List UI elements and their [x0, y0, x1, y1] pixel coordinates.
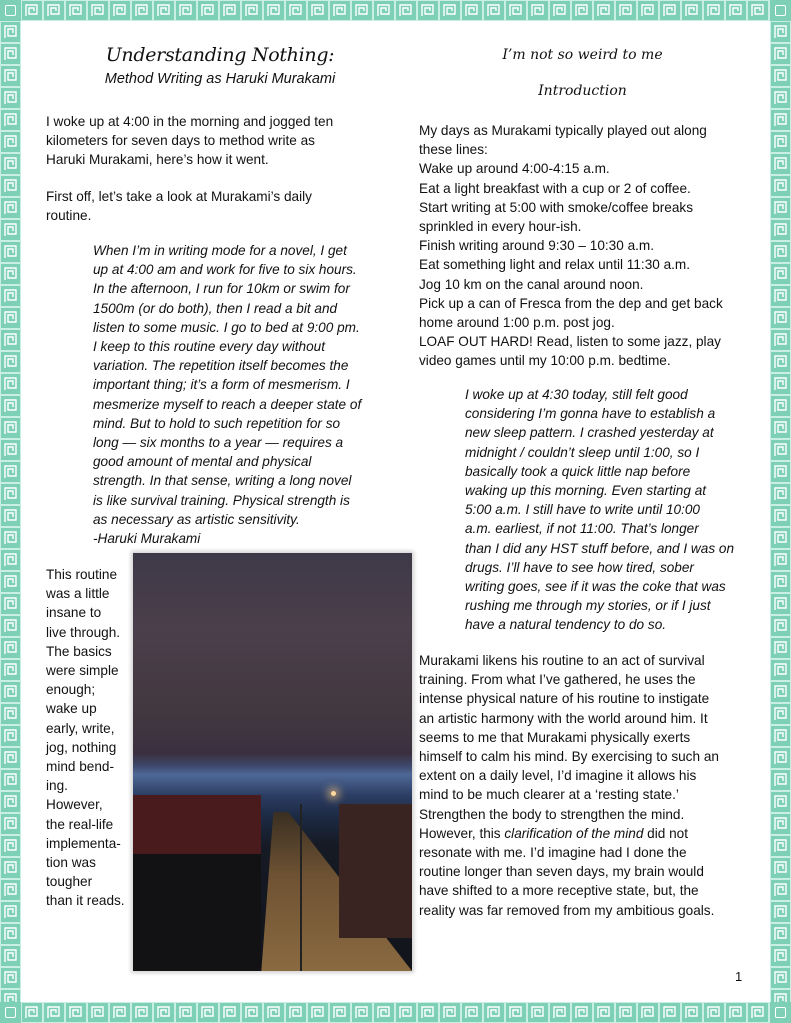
schedule-item: home around 1:00 p.m. post jog.: [419, 315, 615, 331]
photo-building: [133, 795, 261, 854]
photo-building: [339, 804, 412, 938]
text-line: However,: [46, 797, 103, 813]
text-line: important thing; it’s a form of mesmerism. I: [93, 377, 350, 393]
text-line: live through.: [46, 624, 121, 640]
intro-paragraph: [46, 112, 333, 170]
murakami-quote: [93, 241, 361, 548]
border-corner-icon: [770, 1002, 791, 1023]
lead-paragraph: [46, 187, 312, 225]
column-heading: I’m not so weird to me: [502, 47, 663, 63]
text-line: a.m. earliest, if not 11:00. That’s longer: [465, 521, 699, 537]
text-line: waking up this morning. Even starting at: [465, 483, 707, 499]
border-corner-icon: [0, 1002, 21, 1023]
text-line: up at 4:00 am and work for five to six hours.: [93, 262, 357, 278]
text-line: kilometers for seven days to method write as: [46, 133, 315, 149]
text-line: mind. But to hold to such repetition for so: [93, 415, 341, 431]
text-line: [419, 824, 719, 843]
schedule-item: Finish writing around 9:30 – 10:30 a.m.: [419, 238, 655, 254]
text-line: intense physical nature of his routine to instigate: [419, 691, 710, 707]
text-line: training. From what I’ve gathered, he uses the: [419, 672, 696, 688]
text-line: Haruki Murakami, here’s how it went.: [46, 152, 269, 168]
text-line: tougher: [46, 874, 93, 890]
text-line: mesmerize myself to reach a deeper state of: [93, 396, 362, 412]
street-night-photo: [133, 553, 412, 971]
text-line: tion was: [46, 855, 96, 871]
text-line: than it reads.: [46, 893, 125, 909]
text-line: midnight / couldn’t sleep until 1:00, so I: [465, 444, 700, 460]
text-line: mind bend-: [46, 759, 115, 775]
text-line: these lines:: [419, 142, 488, 158]
text-line: I woke up at 4:30 today, still felt good: [465, 387, 688, 402]
schedule-paragraph: [419, 121, 723, 371]
text-line: long — six months to a year — requires a: [93, 435, 344, 451]
border-corner-icon: [0, 0, 21, 21]
text-line: early, write,: [46, 720, 115, 736]
text-line: First off, let’s take a look at Murakami’s daily: [46, 189, 312, 204]
schedule-item: video games until my 10:00 p.m. bedtime.: [419, 353, 671, 369]
journal-entry: [465, 385, 734, 635]
text-line: listen to some music. I go to bed at 9:00 pm.: [93, 319, 360, 335]
reflection-paragraph: [419, 651, 719, 920]
page-number: 1: [735, 969, 743, 984]
emphasis-span: clarification of the mind: [504, 825, 644, 841]
schedule-item: Start writing at 5:00 with smoke/coffee breaks: [419, 199, 694, 215]
sidebar-paragraph: [46, 565, 125, 911]
text-line: drugs. I’ll have to see how tired, sober: [465, 559, 694, 575]
text-line: Strengthen the body to strengthen the mind.: [419, 806, 685, 822]
text-line: have shifted to a more receptive state, but, the: [419, 883, 699, 899]
article-title: Understanding Nothing:: [105, 44, 335, 66]
text-line: reality was far removed from my ambitious goals.: [419, 902, 715, 918]
text-line: an artistic harmony with the world around him. It: [419, 710, 708, 726]
text-line: was a little: [46, 586, 110, 602]
text-line: considering I’m gonna have to establish a: [465, 406, 716, 422]
text-line: My days as Murakami typically played out along: [419, 123, 707, 138]
text-line: as necessary as artistic sensitivity.: [93, 511, 300, 527]
text-line: extent on a daily level, I’d imagine it allows his: [419, 768, 697, 784]
article-subtitle: Method Writing as Haruki Murakami: [104, 71, 336, 87]
schedule-item: sprinkled in every hour-ish.: [419, 219, 582, 235]
border-left: [0, 21, 21, 1002]
border-top: [21, 0, 770, 21]
text-line: writing goes, see if it was the coke that was: [465, 579, 726, 595]
text-line: This routine: [46, 567, 118, 582]
text-line: jog, nothing: [46, 739, 117, 755]
text-line: wake up: [46, 701, 97, 717]
border-right: [770, 21, 791, 1002]
border-corner-icon: [770, 0, 791, 21]
text-line: 5:00 a.m. I still have to write until 10:00: [465, 502, 700, 518]
text-line: have a natural tendency to do so.: [465, 617, 667, 633]
schedule-item: Jog 10 km on the canal around noon.: [419, 276, 644, 292]
text-line: were simple: [46, 663, 119, 679]
quote-attribution: -Haruki Murakami: [93, 531, 201, 547]
photo-pole: [300, 804, 302, 971]
text-line: than I did any HST stuff before, and I was on: [465, 540, 735, 556]
text-line: good amount of mental and physical: [93, 454, 312, 470]
text-line: enough;: [46, 682, 96, 698]
schedule-item: LOAF OUT HARD! Read, listen to some jazz, play: [419, 334, 721, 350]
text-line: The basics: [46, 643, 112, 659]
schedule-item: Pick up a can of Fresca from the dep and get back: [419, 295, 723, 311]
text-line: is like survival training. Physical strength is: [93, 492, 350, 508]
section-heading: Introduction: [538, 83, 627, 99]
text-line: seems to me that Murakami physically exerts: [419, 729, 691, 745]
text-line: insane to: [46, 605, 102, 621]
schedule-item: Eat something light and relax until 11:30 a.m.: [419, 257, 691, 273]
text-line: the real-life: [46, 816, 114, 832]
text-line: routine.: [46, 208, 92, 224]
schedule-item: Wake up around 4:00-4:15 a.m.: [419, 161, 610, 177]
text-line: variation. The repetition itself becomes the: [93, 358, 349, 374]
text-line: I woke up at 4:00 in the morning and jogged ten: [46, 114, 334, 129]
text-line: I keep to this routine every day without: [93, 339, 325, 355]
text-span: did not: [643, 825, 688, 841]
text-line: implementa-: [46, 835, 121, 851]
text-line: basically took a quick little nap before: [465, 463, 691, 479]
text-line: resonate with me. I’d imagine had I done the: [419, 845, 687, 861]
border-bottom: [21, 1002, 770, 1023]
photo-rooftop: [133, 854, 261, 971]
text-line: strength. In that sense, writing a long novel: [93, 473, 352, 489]
text-line: When I’m in writing mode for a novel, I get: [93, 243, 347, 258]
text-line: Murakami likens his routine to an act of survival: [419, 653, 705, 668]
text-span: However, this: [419, 825, 505, 841]
text-line: In the afternoon, I run for 10km or swim for: [93, 281, 350, 297]
street-lamp-icon: [331, 791, 336, 796]
text-line: routine longer than seven days, my brain would: [419, 864, 704, 880]
text-line: ing.: [46, 778, 68, 794]
text-line: rushing me through my stories, or if I just: [465, 598, 711, 614]
text-line: himself to calm his mind. By exercising to such an: [419, 749, 719, 765]
text-line: new sleep pattern. I crashed yesterday at: [465, 425, 714, 441]
text-line: mind to be much clearer at a ‘resting state.’: [419, 787, 679, 803]
text-line: 1500m (or do both), then I read a bit and: [93, 300, 338, 316]
schedule-item: Eat a light breakfast with a cup or 2 of coffee.: [419, 180, 691, 196]
